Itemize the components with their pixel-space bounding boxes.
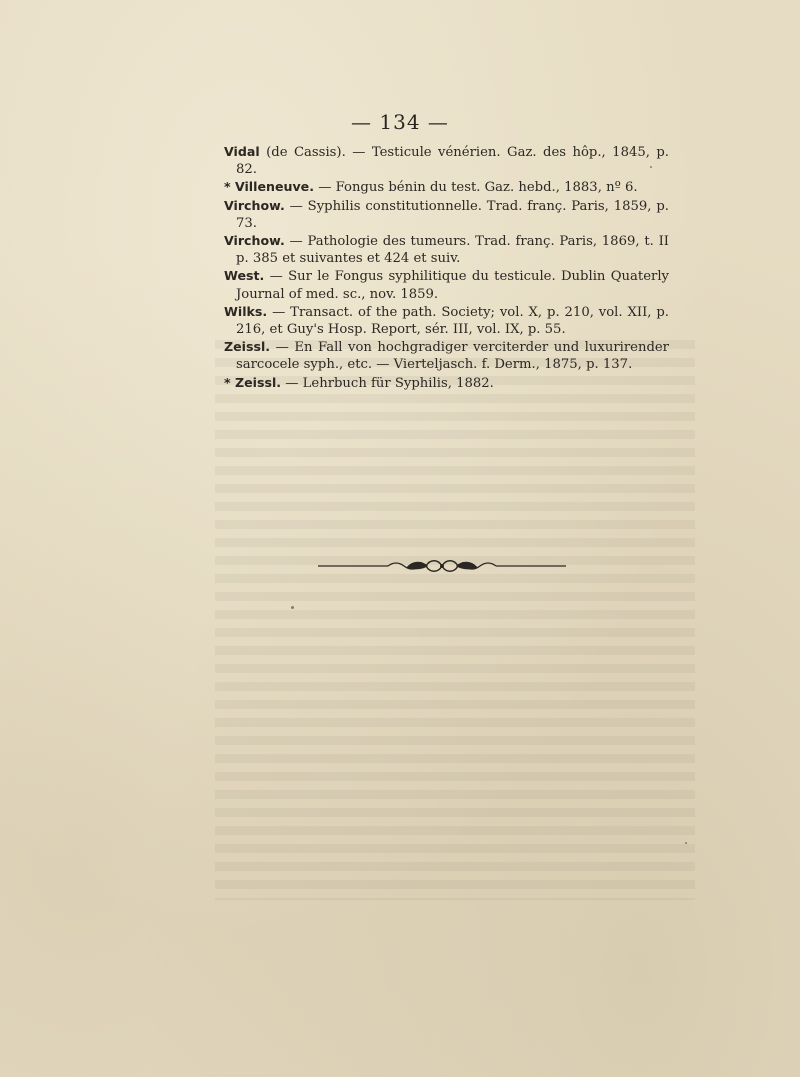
- entry-text: — Pathologie des tumeurs. Trad. franç. Paris, 1869, t. II p. 385 et suivantes et 424 et suiv.: [236, 234, 669, 267]
- entry-author: * Villeneuve.: [224, 179, 314, 195]
- entry-author: Wilks.: [224, 303, 268, 319]
- entry-author: * Zeissl.: [224, 374, 282, 390]
- bibliography-entry: [224, 303, 669, 338]
- entry-author: Vidal: [224, 144, 260, 159]
- entry-author: West.: [224, 268, 265, 284]
- paper-speck: [291, 606, 294, 609]
- entry-text: — Syphilis constitutionnelle. Trad. franç. Paris, 1859, p. 73.: [236, 198, 669, 231]
- bibliography-entry: [224, 232, 669, 267]
- entry-text: — Fongus bénin du test. Gaz. hebd., 1883, nº 6.: [314, 180, 638, 196]
- bibliography-entry: [224, 267, 669, 302]
- bibliography-entry: [224, 178, 669, 196]
- entry-author: Virchow.: [224, 197, 285, 213]
- entry-author: Virchow.: [224, 233, 285, 249]
- entry-text: (de Cassis). — Testicule vénérien. Gaz. des hôp., 1845, p. 82.: [236, 145, 669, 178]
- entry-text: — Lehrbuch für Syphilis, 1882.: [281, 375, 494, 391]
- bibliography-entry: [224, 374, 669, 392]
- entry-text: — En Fall von hochgradiger verciterder und luxurirender sarcocele syph., etc. — Vierteljasch. f. Derm., 1875, p. 137.: [236, 340, 669, 373]
- bibliography-entry: [224, 197, 669, 232]
- bibliography-entry: [224, 143, 669, 178]
- entry-text: — Transact. of the path. Society; vol. X, p. 210, vol. XII, p. 216, et Guy's Hosp. Report, sér. III, vol. IX, p. 55.: [236, 304, 669, 338]
- paper-speck: [650, 166, 652, 168]
- entry-author: Zeissl.: [224, 339, 271, 355]
- entry-text: — Sur le Fongus syphilitique du testicule. Dublin Quaterly Journal of med. sc., nov. 1859.: [236, 269, 669, 302]
- bibliography-entry: [224, 338, 669, 373]
- decorative-end-rule-icon: [318, 556, 566, 576]
- page-number: — 134 —: [351, 110, 449, 134]
- bibliography-list: [224, 143, 669, 392]
- show-through-texture: [215, 340, 695, 900]
- paper-speck: [685, 842, 687, 844]
